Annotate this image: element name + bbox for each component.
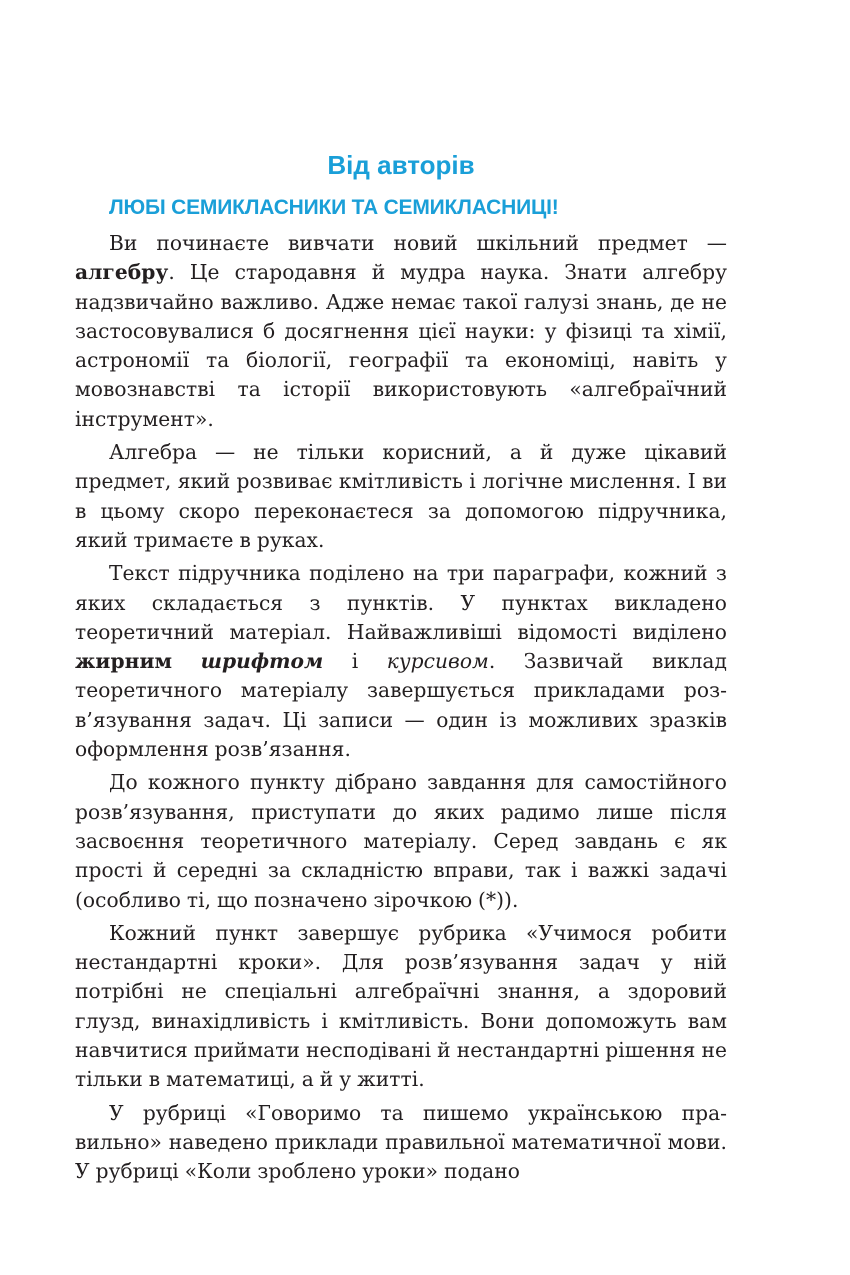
paragraph-5: Кожний пункт завершує рубрика «Учимося робити нестандартні кроки». Для розв’язування задач у ній потрібні не спеціальні алгебраїчні знання, а здоровий глузд, винахідливість і кмітливість. Вони допоможуть вам навчитися приймати несподівані й нестандартні рішення не тільки в математиці, а й у житті. [75,920,727,1092]
paragraph-1-text-b: . Це стародавня й мудра наука. Знати алгебру надзвичайно важливо. Адже немає такої галузі знань, де не застосовувалися б досягнення цієї науки: у фізиці та хімії, астрономії та біології, географії та економіці, навіть у мовознавстві та історії використовують «алгебраїчний інструмент». [75,260,727,431]
paragraph-6: У рубриці «Говоримо та пишемо українською правильно» наведено приклади правильної математичної мови. У рубриці «Коли зроблено уроки» подано [75,1100,727,1184]
paragraph-3 [75,559,727,764]
document-page [75,148,727,1187]
paragraph-1-text-a: Ви починаєте вивчати новий шкільний предмет — [109,231,727,255]
page-title: Від авторів [327,150,475,180]
paragraph-3-text-a: Текст підручника поділено на три параграфи, кожний з яких складається з пунктів. У пунктах викладено теоретичний матеріал. Найважливіші відомості виділено [75,561,727,644]
paragraph-3-text-b: . Зазвичай виклад теоретичного матеріалу завершується прикладами розв’язування задач. Ці записи — один із можливих зразків оформлення розв’язання. [75,649,727,762]
page-subtitle: ЛЮБІ СЕМИКЛАСНИКИ ТА СЕМИКЛАСНИЦІ! [109,196,559,219]
paragraph-4: До кожного пункту дібрано завдання для самостійного розв’язування, приступати до яких радимо лише після засвоєння теоретичного матеріалу. Серед завдань є як прості й середні за складністю вправи, так і важкі задачі (особливо ті, що позначено зірочкою (*)). [75,770,727,912]
italic-word: курсивом [386,649,489,674]
bold-italic-word: шрифтом [200,649,324,674]
bold-word: жирним [75,649,173,674]
paragraph-1 [75,229,727,434]
paragraph-3-text-mid: і [323,649,387,674]
paragraph-2: Алгебра — не тільки корисний, а й дуже цікавий предмет, який розвиває кмітливість і логічне мислення. І ви в цьому скоро переконаєтеся за допомогою підручника, який тримаєте в руках. [75,440,727,552]
bold-term-algebra: алгебру [75,260,169,285]
